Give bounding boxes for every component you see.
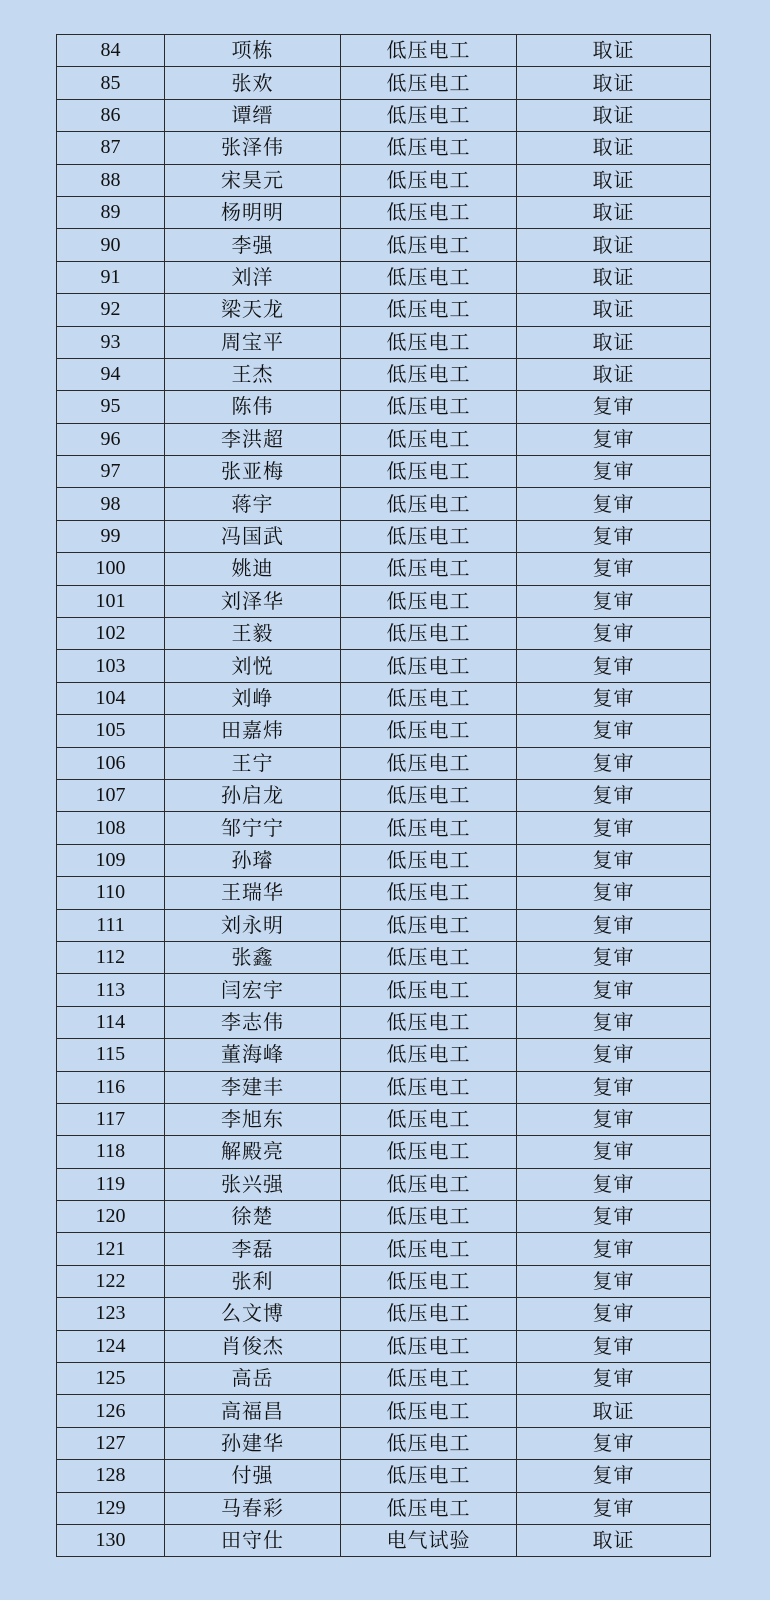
table-row — [57, 1492, 711, 1524]
work-type-cell: 低压电工 — [341, 779, 517, 811]
person-name-cell: 王宁 — [165, 747, 341, 779]
row-number-cell: 84 — [57, 35, 165, 67]
certificate-status-cell: 复审 — [517, 941, 711, 973]
row-number-cell: 116 — [57, 1071, 165, 1103]
row-number-cell: 109 — [57, 844, 165, 876]
certificate-status-cell: 复审 — [517, 1492, 711, 1524]
certificate-status-cell: 复审 — [517, 456, 711, 488]
roster-table — [56, 34, 711, 1557]
person-name-cell: 田嘉炜 — [165, 715, 341, 747]
row-number-cell: 102 — [57, 618, 165, 650]
table-row — [57, 294, 711, 326]
work-type-cell: 低压电工 — [341, 1395, 517, 1427]
table-row — [57, 779, 711, 811]
certificate-status-cell: 取证 — [517, 1395, 711, 1427]
certificate-status-cell: 复审 — [517, 1330, 711, 1362]
certificate-status-cell: 复审 — [517, 1136, 711, 1168]
certificate-status-cell: 复审 — [517, 974, 711, 1006]
certificate-status-cell: 复审 — [517, 585, 711, 617]
certificate-status-cell: 取证 — [517, 358, 711, 390]
work-type-cell: 低压电工 — [341, 1103, 517, 1135]
table-row — [57, 1136, 711, 1168]
table-row — [57, 553, 711, 585]
person-name-cell: 刘峥 — [165, 682, 341, 714]
work-type-cell: 低压电工 — [341, 294, 517, 326]
row-number-cell: 90 — [57, 229, 165, 261]
table-row — [57, 391, 711, 423]
table-row — [57, 1460, 711, 1492]
table-row — [57, 682, 711, 714]
table-row — [57, 585, 711, 617]
table-row — [57, 618, 711, 650]
certificate-status-cell: 复审 — [517, 1460, 711, 1492]
table-row — [57, 1265, 711, 1297]
person-name-cell: 张亚梅 — [165, 456, 341, 488]
row-number-cell: 95 — [57, 391, 165, 423]
table-row — [57, 1363, 711, 1395]
table-row — [57, 1395, 711, 1427]
table-row — [57, 488, 711, 520]
certificate-status-cell: 复审 — [517, 812, 711, 844]
work-type-cell: 低压电工 — [341, 844, 517, 876]
table-row — [57, 229, 711, 261]
row-number-cell: 105 — [57, 715, 165, 747]
work-type-cell: 低压电工 — [341, 1039, 517, 1071]
work-type-cell: 电气试验 — [341, 1524, 517, 1556]
person-name-cell: 付强 — [165, 1460, 341, 1492]
certificate-status-cell: 取证 — [517, 261, 711, 293]
certificate-status-cell: 复审 — [517, 1363, 711, 1395]
table-row — [57, 520, 711, 552]
person-name-cell: 王毅 — [165, 618, 341, 650]
work-type-cell: 低压电工 — [341, 520, 517, 552]
certificate-status-cell: 取证 — [517, 326, 711, 358]
table-row — [57, 1233, 711, 1265]
certificate-status-cell: 复审 — [517, 1103, 711, 1135]
row-number-cell: 86 — [57, 99, 165, 131]
work-type-cell: 低压电工 — [341, 1136, 517, 1168]
person-name-cell: 李旭东 — [165, 1103, 341, 1135]
person-name-cell: 孙启龙 — [165, 779, 341, 811]
roster-sheet — [56, 34, 710, 1557]
certificate-status-cell: 复审 — [517, 1201, 711, 1233]
row-number-cell: 114 — [57, 1006, 165, 1038]
person-name-cell: 梁天龙 — [165, 294, 341, 326]
work-type-cell: 低压电工 — [341, 423, 517, 455]
row-number-cell: 96 — [57, 423, 165, 455]
table-row — [57, 974, 711, 1006]
certificate-status-cell: 取证 — [517, 164, 711, 196]
person-name-cell: 宋昊元 — [165, 164, 341, 196]
certificate-status-cell: 复审 — [517, 423, 711, 455]
work-type-cell: 低压电工 — [341, 229, 517, 261]
work-type-cell: 低压电工 — [341, 261, 517, 293]
table-row — [57, 35, 711, 67]
person-name-cell: 杨明明 — [165, 196, 341, 228]
work-type-cell: 低压电工 — [341, 650, 517, 682]
row-number-cell: 121 — [57, 1233, 165, 1265]
work-type-cell: 低压电工 — [341, 358, 517, 390]
row-number-cell: 120 — [57, 1201, 165, 1233]
row-number-cell: 89 — [57, 196, 165, 228]
person-name-cell: 张泽伟 — [165, 132, 341, 164]
row-number-cell: 127 — [57, 1427, 165, 1459]
table-row — [57, 358, 711, 390]
table-row — [57, 715, 711, 747]
person-name-cell: 李洪超 — [165, 423, 341, 455]
table-row — [57, 326, 711, 358]
table-row — [57, 844, 711, 876]
table-row — [57, 1006, 711, 1038]
row-number-cell: 98 — [57, 488, 165, 520]
table-row — [57, 456, 711, 488]
row-number-cell: 87 — [57, 132, 165, 164]
certificate-status-cell: 取证 — [517, 196, 711, 228]
person-name-cell: 李建丰 — [165, 1071, 341, 1103]
row-number-cell: 129 — [57, 1492, 165, 1524]
work-type-cell: 低压电工 — [341, 1330, 517, 1362]
row-number-cell: 101 — [57, 585, 165, 617]
table-row — [57, 1298, 711, 1330]
certificate-status-cell: 复审 — [517, 391, 711, 423]
person-name-cell: 陈伟 — [165, 391, 341, 423]
work-type-cell: 低压电工 — [341, 682, 517, 714]
certificate-status-cell: 取证 — [517, 67, 711, 99]
certificate-status-cell: 复审 — [517, 1265, 711, 1297]
work-type-cell: 低压电工 — [341, 909, 517, 941]
work-type-cell: 低压电工 — [341, 1492, 517, 1524]
row-number-cell: 107 — [57, 779, 165, 811]
roster-body — [57, 35, 711, 1557]
table-row — [57, 1201, 711, 1233]
table-row — [57, 67, 711, 99]
row-number-cell: 123 — [57, 1298, 165, 1330]
certificate-status-cell: 取证 — [517, 294, 711, 326]
person-name-cell: 张利 — [165, 1265, 341, 1297]
row-number-cell: 119 — [57, 1168, 165, 1200]
work-type-cell: 低压电工 — [341, 812, 517, 844]
row-number-cell: 117 — [57, 1103, 165, 1135]
certificate-status-cell: 复审 — [517, 682, 711, 714]
table-row — [57, 1427, 711, 1459]
person-name-cell: 刘永明 — [165, 909, 341, 941]
table-row — [57, 1524, 711, 1556]
row-number-cell: 92 — [57, 294, 165, 326]
person-name-cell: 高岳 — [165, 1363, 341, 1395]
work-type-cell: 低压电工 — [341, 326, 517, 358]
certificate-status-cell: 复审 — [517, 553, 711, 585]
person-name-cell: 孙璿 — [165, 844, 341, 876]
table-row — [57, 941, 711, 973]
table-row — [57, 99, 711, 131]
person-name-cell: 项栋 — [165, 35, 341, 67]
certificate-status-cell: 复审 — [517, 747, 711, 779]
person-name-cell: 高福昌 — [165, 1395, 341, 1427]
work-type-cell: 低压电工 — [341, 941, 517, 973]
table-row — [57, 747, 711, 779]
work-type-cell: 低压电工 — [341, 1460, 517, 1492]
person-name-cell: 张鑫 — [165, 941, 341, 973]
person-name-cell: 张兴强 — [165, 1168, 341, 1200]
certificate-status-cell: 复审 — [517, 1168, 711, 1200]
work-type-cell: 低压电工 — [341, 67, 517, 99]
row-number-cell: 99 — [57, 520, 165, 552]
person-name-cell: 谭缙 — [165, 99, 341, 131]
certificate-status-cell: 复审 — [517, 1427, 711, 1459]
person-name-cell: 肖俊杰 — [165, 1330, 341, 1362]
person-name-cell: 刘洋 — [165, 261, 341, 293]
row-number-cell: 130 — [57, 1524, 165, 1556]
person-name-cell: 刘悦 — [165, 650, 341, 682]
work-type-cell: 低压电工 — [341, 715, 517, 747]
table-row — [57, 1330, 711, 1362]
work-type-cell: 低压电工 — [341, 456, 517, 488]
person-name-cell: 姚迪 — [165, 553, 341, 585]
work-type-cell: 低压电工 — [341, 747, 517, 779]
table-row — [57, 877, 711, 909]
row-number-cell: 103 — [57, 650, 165, 682]
table-row — [57, 650, 711, 682]
work-type-cell: 低压电工 — [341, 618, 517, 650]
certificate-status-cell: 复审 — [517, 779, 711, 811]
certificate-status-cell: 取证 — [517, 229, 711, 261]
row-number-cell: 94 — [57, 358, 165, 390]
row-number-cell: 115 — [57, 1039, 165, 1071]
row-number-cell: 128 — [57, 1460, 165, 1492]
work-type-cell: 低压电工 — [341, 877, 517, 909]
table-row — [57, 1168, 711, 1200]
certificate-status-cell: 复审 — [517, 1039, 711, 1071]
work-type-cell: 低压电工 — [341, 1265, 517, 1297]
certificate-status-cell: 复审 — [517, 650, 711, 682]
table-row — [57, 1071, 711, 1103]
person-name-cell: 田守仕 — [165, 1524, 341, 1556]
certificate-status-cell: 取证 — [517, 1524, 711, 1556]
certificate-status-cell: 复审 — [517, 618, 711, 650]
person-name-cell: 闫宏宇 — [165, 974, 341, 1006]
table-row — [57, 132, 711, 164]
certificate-status-cell: 复审 — [517, 1071, 711, 1103]
row-number-cell: 97 — [57, 456, 165, 488]
work-type-cell: 低压电工 — [341, 585, 517, 617]
row-number-cell: 104 — [57, 682, 165, 714]
row-number-cell: 118 — [57, 1136, 165, 1168]
person-name-cell: 邹宁宁 — [165, 812, 341, 844]
work-type-cell: 低压电工 — [341, 35, 517, 67]
table-row — [57, 812, 711, 844]
certificate-status-cell: 取证 — [517, 35, 711, 67]
row-number-cell: 113 — [57, 974, 165, 1006]
row-number-cell: 100 — [57, 553, 165, 585]
person-name-cell: 王杰 — [165, 358, 341, 390]
certificate-status-cell: 复审 — [517, 715, 711, 747]
work-type-cell: 低压电工 — [341, 1233, 517, 1265]
certificate-status-cell: 复审 — [517, 1233, 711, 1265]
work-type-cell: 低压电工 — [341, 132, 517, 164]
certificate-status-cell: 复审 — [517, 844, 711, 876]
certificate-status-cell: 复审 — [517, 520, 711, 552]
person-name-cell: 李磊 — [165, 1233, 341, 1265]
person-name-cell: 周宝平 — [165, 326, 341, 358]
person-name-cell: 冯国武 — [165, 520, 341, 552]
work-type-cell: 低压电工 — [341, 488, 517, 520]
certificate-status-cell: 取证 — [517, 99, 711, 131]
row-number-cell: 125 — [57, 1363, 165, 1395]
table-row — [57, 1039, 711, 1071]
certificate-status-cell: 复审 — [517, 1298, 711, 1330]
row-number-cell: 126 — [57, 1395, 165, 1427]
person-name-cell: 孙建华 — [165, 1427, 341, 1459]
row-number-cell: 88 — [57, 164, 165, 196]
work-type-cell: 低压电工 — [341, 391, 517, 423]
person-name-cell: 李志伟 — [165, 1006, 341, 1038]
work-type-cell: 低压电工 — [341, 1363, 517, 1395]
work-type-cell: 低压电工 — [341, 1298, 517, 1330]
row-number-cell: 108 — [57, 812, 165, 844]
person-name-cell: 王瑞华 — [165, 877, 341, 909]
row-number-cell: 110 — [57, 877, 165, 909]
certificate-status-cell: 复审 — [517, 1006, 711, 1038]
row-number-cell: 111 — [57, 909, 165, 941]
work-type-cell: 低压电工 — [341, 1006, 517, 1038]
person-name-cell: 刘泽华 — [165, 585, 341, 617]
certificate-status-cell: 复审 — [517, 488, 711, 520]
person-name-cell: 张欢 — [165, 67, 341, 99]
certificate-status-cell: 取证 — [517, 132, 711, 164]
row-number-cell: 122 — [57, 1265, 165, 1297]
person-name-cell: 马春彩 — [165, 1492, 341, 1524]
table-row — [57, 909, 711, 941]
work-type-cell: 低压电工 — [341, 1071, 517, 1103]
person-name-cell: 徐楚 — [165, 1201, 341, 1233]
row-number-cell: 112 — [57, 941, 165, 973]
person-name-cell: 李强 — [165, 229, 341, 261]
table-row — [57, 1103, 711, 1135]
person-name-cell: 蒋宇 — [165, 488, 341, 520]
row-number-cell: 106 — [57, 747, 165, 779]
row-number-cell: 93 — [57, 326, 165, 358]
row-number-cell: 124 — [57, 1330, 165, 1362]
table-row — [57, 196, 711, 228]
row-number-cell: 85 — [57, 67, 165, 99]
work-type-cell: 低压电工 — [341, 196, 517, 228]
work-type-cell: 低压电工 — [341, 1201, 517, 1233]
work-type-cell: 低压电工 — [341, 553, 517, 585]
work-type-cell: 低压电工 — [341, 164, 517, 196]
work-type-cell: 低压电工 — [341, 1427, 517, 1459]
table-row — [57, 423, 711, 455]
work-type-cell: 低压电工 — [341, 974, 517, 1006]
row-number-cell: 91 — [57, 261, 165, 293]
person-name-cell: 解殿亮 — [165, 1136, 341, 1168]
certificate-status-cell: 复审 — [517, 909, 711, 941]
person-name-cell: 么文博 — [165, 1298, 341, 1330]
table-row — [57, 261, 711, 293]
table-row — [57, 164, 711, 196]
work-type-cell: 低压电工 — [341, 99, 517, 131]
certificate-status-cell: 复审 — [517, 877, 711, 909]
person-name-cell: 董海峰 — [165, 1039, 341, 1071]
work-type-cell: 低压电工 — [341, 1168, 517, 1200]
